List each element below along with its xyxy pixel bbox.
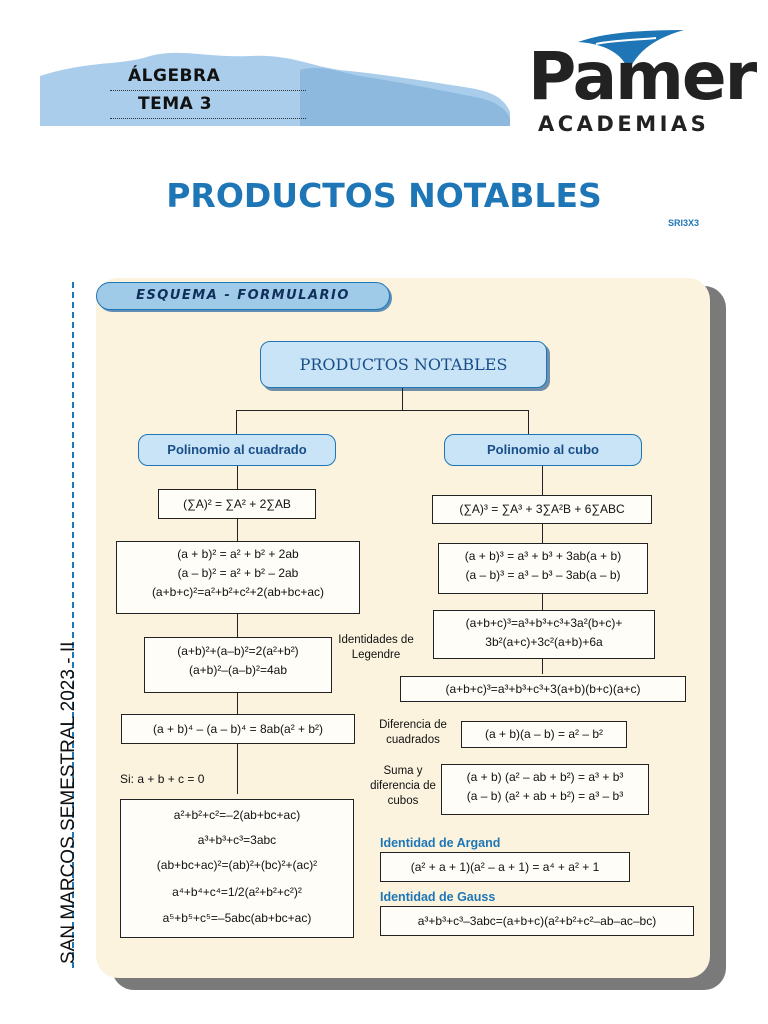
- formula-sum-cubes: [441, 764, 649, 815]
- formula-line: (ab+bc+ac)²=(ab)²+(bc)²+(ac)²: [156, 858, 318, 872]
- formula-line: a⁵+b⁵+c⁵=–5abc(ab+bc+ac): [162, 911, 312, 925]
- side-course-label: SAN MARCOS SEMESTRAL 2023 - II: [58, 641, 79, 964]
- formula-line: (a+b+c)³=a³+b³+c³+3(a+b)(b+c)(a+c): [445, 682, 641, 696]
- brand-logo-text: Pamer: [528, 38, 756, 115]
- formula-diff-squares: [461, 721, 627, 748]
- formula-cube-trinomial-factored: [400, 676, 686, 702]
- connector: [528, 410, 529, 434]
- legendre-label: Identidades de Legendre: [338, 634, 414, 661]
- formula-cube-general: [432, 495, 652, 524]
- connector: [236, 410, 237, 434]
- formula-line: a⁴+b⁴+c⁴=1/2(a²+b²+c²)²: [172, 885, 302, 899]
- formula-line: (a + b)⁴ – (a – b)⁴ = 8ab(a² + b²): [152, 722, 324, 736]
- formula-cube-binomial: [438, 543, 648, 594]
- formula-cube-trinomial: [433, 610, 655, 659]
- section-tag-label: ESQUEMA - FORMULARIO: [136, 288, 350, 303]
- formula-sq-binomial: [116, 541, 360, 614]
- page-title: PRODUCTOS NOTABLES: [166, 176, 602, 215]
- formula-line: (a+b+c)²=a²+b²+c²+2(ab+bc+ac): [151, 585, 325, 599]
- diagram-main-node: [260, 341, 547, 388]
- formula-line: (a + b)² = a² + b² + 2ab: [177, 547, 299, 561]
- formula-sq-general: [158, 489, 316, 519]
- formula-line: (∑A)² = ∑A² + 2∑AB: [183, 497, 291, 511]
- formula-line: a³+b³+c³=3abc: [197, 833, 277, 847]
- formula-line: a³+b³+c³–3abc=(a+b+c)(a²+b²+c²–ab–ac–bc): [417, 914, 657, 928]
- connector: [402, 388, 403, 410]
- formula-legendre: [144, 637, 332, 693]
- formula-line: (a + b)³ = a³ + b³ + 3ab(a + b): [464, 549, 622, 563]
- formula-fourth-power: [121, 714, 355, 744]
- zero-sum-condition: Si: a + b + c = 0: [120, 772, 205, 786]
- diff-squares-label: Diferencia de cuadrados: [379, 719, 447, 746]
- formula-line: (a – b) (a² + ab + b²) = a³ – b³: [466, 789, 624, 803]
- gauss-label: Identidad de Gauss: [380, 890, 496, 904]
- formula-line: (a² + a + 1)(a² – a + 1) = a⁴ + a² + 1: [410, 860, 600, 874]
- formula-gauss: [380, 906, 694, 936]
- formula-line: (a+b+c)³=a³+b³+c³+3a²(b+c)+: [465, 616, 623, 630]
- sum-cubes-label: Suma y diferencia de cubos: [370, 765, 436, 807]
- formula-line: (a+b)²–(a–b)²=4ab: [188, 663, 288, 677]
- left-branch-node: [138, 434, 336, 466]
- formula-line: 3b²(a+c)+3c²(a+b)+6a: [485, 635, 603, 649]
- subject-label: ÁLGEBRA: [128, 66, 221, 86]
- formula-zero-sum: [120, 799, 354, 938]
- formula-line: (a + b)(a – b) = a² – b²: [484, 727, 604, 741]
- header-rule-top: [110, 90, 306, 91]
- argand-label: Identidad de Argand: [380, 836, 501, 850]
- diagram-main-label: PRODUCTOS NOTABLES: [299, 355, 508, 374]
- header-rule-bottom: [110, 118, 306, 119]
- section-tag: [96, 282, 390, 310]
- header-wave-graphic: [0, 0, 520, 140]
- formula-line: (a + b) (a² – ab + b²) = a³ + b³: [466, 770, 624, 784]
- right-branch-node: [444, 434, 642, 466]
- topic-label: TEMA 3: [138, 94, 213, 114]
- connector: [236, 410, 528, 411]
- formula-line: (∑A)³ = ∑A³ + 3∑A²B + 6∑ABC: [459, 502, 625, 516]
- formula-line: (a – b)³ = a³ – b³ – 3ab(a – b): [465, 568, 621, 582]
- formula-line: (a+b)²+(a–b)²=2(a²+b²): [177, 644, 299, 658]
- left-branch-label: Polinomio al cuadrado: [167, 442, 307, 457]
- document-code: SRI3X3: [668, 218, 700, 228]
- formula-line: a²+b²+c²=–2(ab+bc+ac): [173, 808, 301, 822]
- right-branch-label: Polinomio al cubo: [487, 442, 599, 457]
- formula-argand: [380, 852, 630, 882]
- brand-subtitle: ACADEMIAS: [538, 112, 710, 136]
- formula-line: (a – b)² = a² + b² – 2ab: [177, 566, 299, 580]
